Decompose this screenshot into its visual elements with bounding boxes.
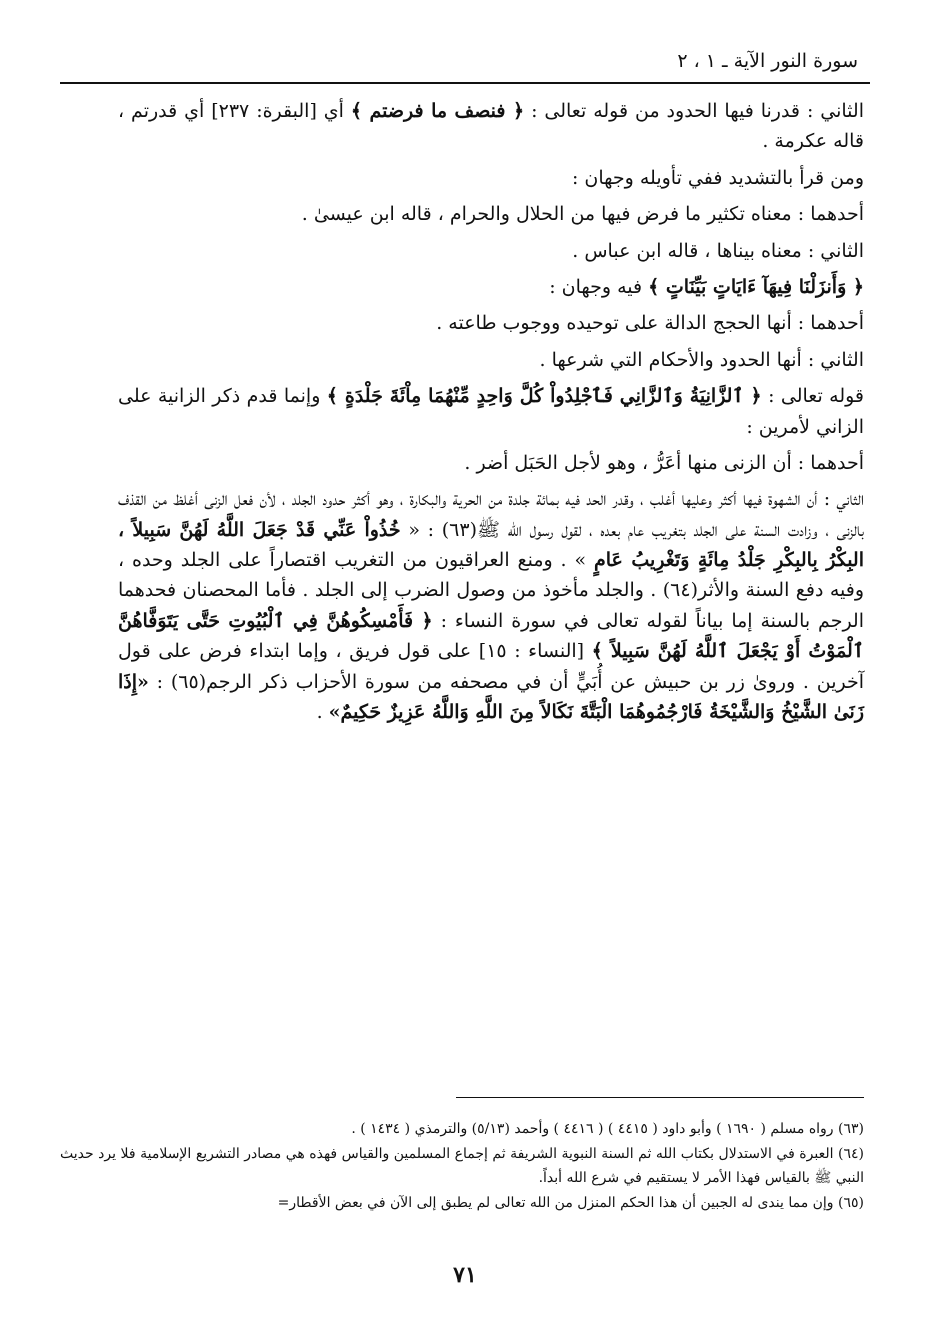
paragraph-text: فيه وجهان : (549, 275, 649, 298)
running-header (60, 48, 870, 84)
paragraph (118, 96, 864, 157)
hadith-text: «إِذَا زَنَىٰ الشَّيْخُ وَالشَّيْخَةُ فَارْجُمُوهُمَا الْبَتَّةَ نَكَالاً مِنَ اللَّهِ وَاللَّهُ عَزِيزٌ حَكِيمٌ» (118, 670, 864, 724)
paragraph (118, 308, 864, 338)
paragraph-text: قوله تعالى : (761, 385, 865, 408)
paragraph (118, 381, 864, 442)
hadith-text: خُذُواْ عَنِّي قَدْ جَعَلَ اللَّهُ لَهُنَّ سَبِيلاً ، البِكْرُ بِالبِكْرِ جَلْدُ مِائَةٍ وَتَغْرِيبُ عَامٍ (118, 518, 864, 572)
paragraph (118, 236, 864, 266)
paragraph-text: أي [البقرة: ٢٣٧] أي قدرتم ، قاله عكرمة . (118, 100, 864, 153)
paragraph-text: الثاني : أنها الحدود والأحكام التي شرعها . (539, 348, 864, 371)
paragraph (118, 163, 864, 193)
paragraph (118, 484, 864, 727)
footnote: (٦٤) العبرة في الاستدلال بكتاب الله ثم السنة النبوية الشريفة ثم إجماع المسلمين والقياس فهذه هي مصادر التشريع الإسلامية فلا يرد حديث النبي ﷺ بالقياس فهذا الأمر لا يستقيم في شرع الله أبداً. (60, 1145, 864, 1186)
paragraph-text: الثاني : معناه بيناها ، قاله ابن عباس . (572, 239, 864, 262)
paragraph-text: أحدهما : معناه تكثير ما فرض فيها من الحلال والحرام ، قاله ابن عيسىٰ . (301, 203, 864, 226)
paragraph-text: أحدهما : أنها الحجج الدالة على توحيده ووجوب طاعته . (436, 312, 864, 335)
quran-verse: ﴿ وَأَنزَلْنَا فِيهَآ ءَايَاتٍ بَيِّنَاتٍ ﴾ (648, 275, 864, 298)
paragraph-text: وإنما قدم ذكر الزانية على الزاني لأمرين : (118, 385, 864, 438)
paragraph-text: الثاني : أن الشهوة فيها أكثر وعليها أغلب ، وقدر الحد فيه بمائة جلدة من الحرية والبكارة ، وهو أكثر حدود الجلد ، لأن فعل الزنى أغلظ من القذف بالزنى ، وزادت السنة على الجلد بتغريب عام بعده ، لقول رسول الله ﷺ(٦٣) : « (118, 488, 864, 541)
quran-verse: ﴿ فَأَمْسِكُوهُنَّ فِي ٱلْبُيُوتِ حَتَّى يَتَوَفَّاهُنَّ ٱلْمَوْتُ أَوْ يَجْعَلَ ٱللَّهُ لَهُنَّ سَبِيلاً ﴾ (118, 609, 864, 663)
footnote: (٦٣) رواه مسلم ( ١٦٩٠ ) وأبو داود ( ٤٤١٥ ) ( ٤٤١٦ ) وأحمد (٥/١٣) والترمذي ( ١٤٣٤ ) . (351, 1121, 864, 1137)
paragraph (118, 345, 864, 375)
page-number: ٧١ (453, 1262, 477, 1288)
paragraph (118, 199, 864, 229)
paragraph-text: الثاني : قدرنا فيها الحدود من قوله تعالى : (524, 100, 864, 122)
paragraph-text: [النساء : ١٥] على قول فريق ، وإما ابتداء فرض على قول آخرين . وروىٰ زر بن حبيش عن أُبَيٍّ أن في مصحفه من سورة الأحزاب ذكر الرجم(٦٥) : (118, 640, 864, 693)
paragraph-text: ومن قرأ بالتشديد ففي تأويله وجهان : (571, 166, 864, 189)
paragraph-text: أحدهما : أن الزنى منها أعَرُّ ، وهو لأجل الحَبَل أضر . (464, 451, 864, 474)
footnote: (٦٥) وإن مما يندى له الجبين أن هذا الحكم المنزل من الله تعالى لم يطبق إلى الآن في بعض الأقطار= (277, 1194, 864, 1211)
main-text (118, 96, 864, 733)
footnotes (60, 1117, 864, 1215)
quran-verse: ﴿ فنصف ما فرضتم ﴾ (350, 100, 525, 122)
header-title: سورة النور الآية ـ ١ ، ٢ (677, 50, 858, 72)
paragraph-text: . (316, 701, 329, 724)
footnote-divider (456, 1097, 864, 1098)
paragraph (118, 272, 864, 302)
paragraph (118, 448, 864, 478)
quran-verse: ﴿ ٱلزَّانِيَةُ وَٱلزَّانِي فَٱجْلِدُواْ كُلَّ وَاحِدٍ مِّنْهُمَا مِاْئَةَ جَلْدَةٍ ﴾ (326, 385, 762, 408)
paragraph-text: » . ومنع العراقيون من التغريب اقتصاراً على الجلد وحده ، وفيه دفع السنة والأثر(٦٤) . والجلد مأخوذ من وصول الضرب إلى الجلد . فأما المحصنان فحدهما الرجم بالسنة إما بياناً لقوله تعالى في سورة النساء : (118, 549, 864, 632)
